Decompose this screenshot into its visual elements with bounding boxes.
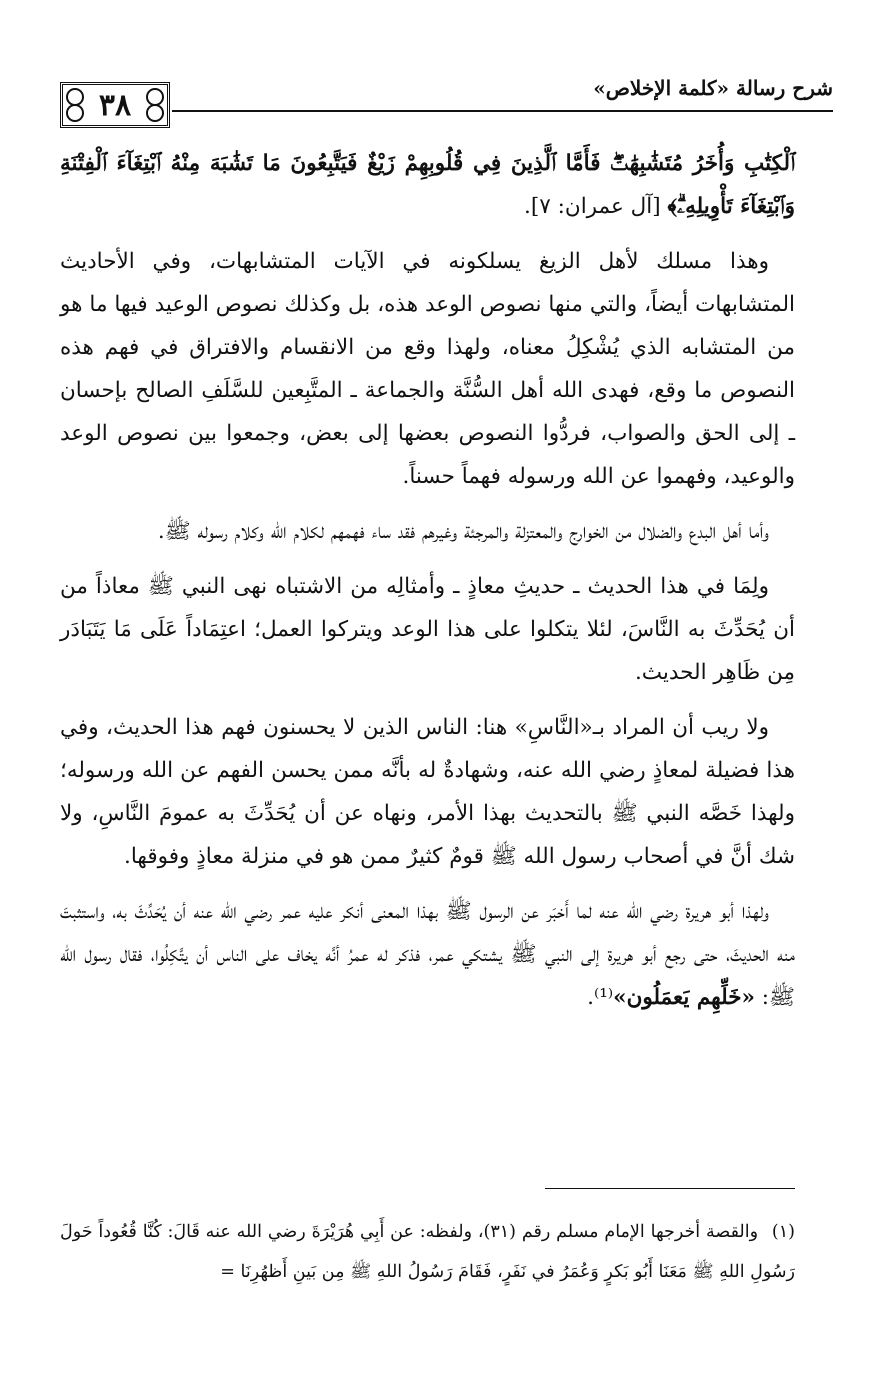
- header-rule: [172, 110, 833, 112]
- ornament-icon: [146, 104, 164, 122]
- page-number: ٣٨: [98, 87, 132, 123]
- paragraph: ولا ريب أن المراد بـ«النَّاسِ» هنا: الناس الذين لا يحسنون فهم هذا الحديث، وفي هذا فضيلة لمعاذٍ رضي الله عنه، وشهادةٌ له بأنَّه ممن يحسن الفهم عن الله ورسوله؛ ولهذا خَصَّه النبي ﷺ بالتحديث بهذا الأمر، ونهاه عن أن يُحَدِّثَ به عمومَ النَّاسِ، ولا شك أنَّ في أصحاب رسول الله ﷺ قومٌ كثيرٌ ممن هو في منزلة معاذٍ وفوقها.: [60, 715, 795, 869]
- page-number-frame: [60, 82, 170, 128]
- footnote-separator: [545, 1188, 795, 1189]
- footnote: [60, 1212, 795, 1292]
- quran-verse: [60, 142, 795, 228]
- page-header: [60, 70, 833, 130]
- quran-reference: [آل عمران: ٧].: [524, 194, 668, 219]
- hadith-quote: «خَلِّهِم يَعمَلُون»: [613, 985, 755, 1010]
- paragraph: وهذا مسلك لأهل الزيغ يسلكونه في الآيات المتشابهات، وفي الأحاديث المتشابهات أيضاً، والتي منها نصوص الوعد هذه، بل وكذلك نصوص الوعيد فيها ما هو من المتشابه الذي يُشْكِلُ معناه، ولهذا وقع من الانقسام والافتراق في فهم هذه النصوص ما وقع، فهدى الله أهل السُّنَّة والجماعة ـ المتَّبِعين للسَّلَفِ الصالح بإحسان ـ إلى الحق والصواب، فردُّوا النصوص بعضها إلى بعض، وجمعوا بين نصوص الوعد والوعيد، وفهموا عن الله ورسوله فهماً حسناً.: [60, 249, 795, 489]
- paragraph: وأما أهل البدع والضلال من الخوارج والمعتزلة والمرجئة وغيرهم فقد ساء فهمهم لكلام الله وكلام رسوله ﷺ.: [157, 519, 769, 544]
- paragraph-text: ولهذا أبو هريرة رضي الله عنه لما أَخبَر عن الرسول ﷺ بهذا المعنى أنكر عليه عمر رضي الله عنه أن يُحَدِّثَ به، واستثبتَ منه الحديثَ، حتى رجع أبو هريرة إلى النبي ﷺ يشتكي عمر، فذكر له عمرُ أنَّه يخاف على الناس أن يتَّكِلُوا، فقال رسول الله ﷺ:: [60, 899, 795, 1010]
- footnote-text: والقصة أخرجها الإمام مسلم رقم (٣١)، ولفظه: عن أَبِي هُرَيْرَةَ رضي الله عنه قَالَ: كُنَّا قُعُوداً حَولَ رَسُولِ اللهِ ﷺ مَعَنَا أَبُو بَكرٍ وَعُمَرُ في نَفَرٍ، فَقَامَ رَسُولُ اللهِ ﷺ مِن بَينِ أَظهُرِنَا =: [60, 1222, 795, 1282]
- ornament-icon: [66, 104, 84, 122]
- footnote-marker: ⁽¹⁾.: [587, 985, 614, 1010]
- footnote-number: (١): [771, 1222, 795, 1242]
- running-title: شرح رسالة «كلمة الإخلاص»: [593, 76, 833, 100]
- main-text: [60, 142, 795, 1031]
- paragraph: ولِمَا في هذا الحديث ـ حديثِ معاذٍ ـ وأمثالِه من الاشتباه نهى النبي ﷺ معاذاً من أن يُحَدِّثَ به النَّاسَ، لئلا يتكلوا على هذا الوعد ويتركوا العمل؛ اعتِمَاداً عَلَى مَا يَتَبَادَر مِن ظَاهِر الحديث.: [60, 574, 795, 685]
- paragraph: [60, 890, 795, 1019]
- quran-verse-text: ٱلْكِتَٰبِ وَأُخَرُ مُتَشَٰبِهَٰتٌۖ فَأَمَّا ٱلَّذِينَ فِي قُلُوبِهِمْ زَيْغٌ فَيَتَّبِعُونَ مَا تَشَٰبَهَ مِنْهُ ٱبْتِغَآءَ ٱلْفِتْنَةِ وَٱبْتِغَآءَ تَأْوِيلِهِۦۗ﴾: [60, 151, 795, 219]
